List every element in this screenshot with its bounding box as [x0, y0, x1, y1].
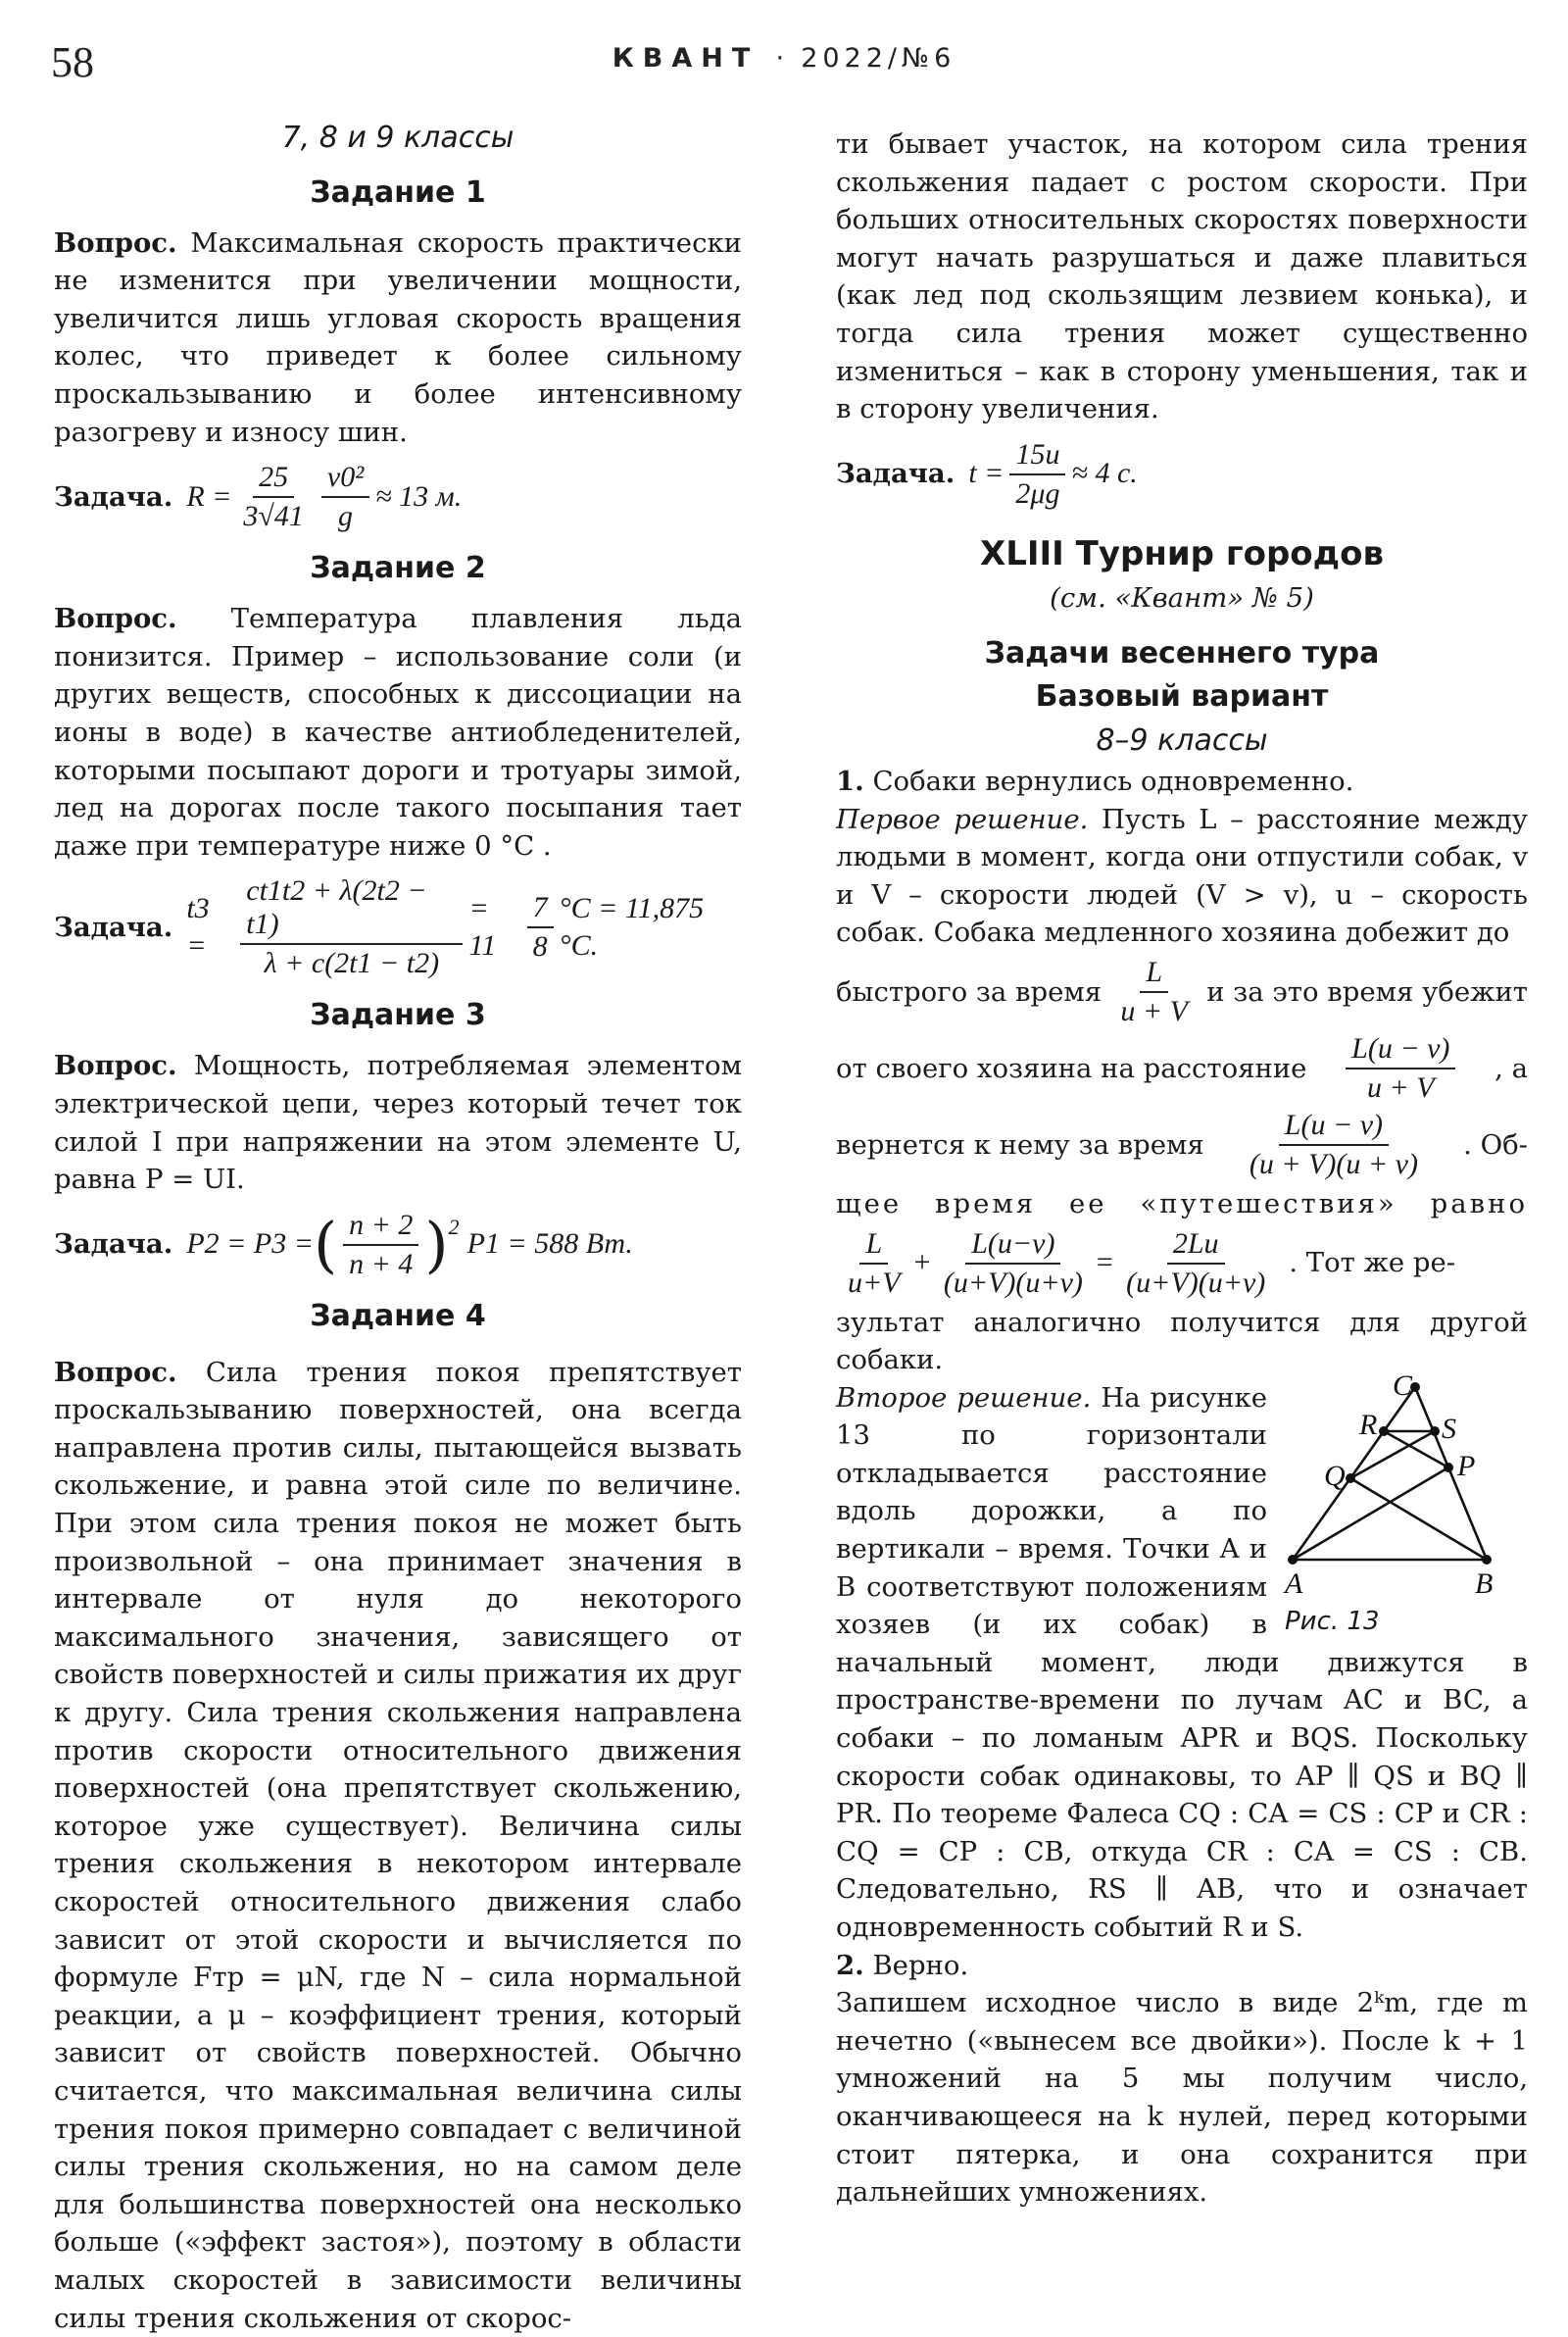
fraction [1244, 1109, 1424, 1181]
question-label: Вопрос. [54, 1050, 177, 1082]
solution1-time2 [836, 1109, 1528, 1181]
denominator: (u + V)(u + v) [1249, 1147, 1418, 1180]
denominator: 3√41 [243, 500, 304, 533]
numerator: ct1t2 + λ(2t2 − t1) [240, 874, 463, 945]
question-label: Вопрос. [54, 603, 177, 635]
line-AC [1293, 1387, 1415, 1560]
question-text: Температура плавления льда понизится. Пример – использование соли (и других веществ, способных к диссоциации на ионы в воде) в качестве антиобледенителей, которыми посыпают дороги и тротуары зимой, лед на дорогах после такого посыпания тает даже при температуре ниже 0 °C . [54, 603, 742, 862]
label-P: P [1457, 1449, 1476, 1482]
magazine-title: КВАНТ [612, 43, 760, 74]
solution-text: Пусть L – расстояние между людьми в момент, когда они отпустили собак, v и V – скорости людей (V > v), u – скорость собак. Собака медленного хозяина добежит до [836, 803, 1528, 949]
line-BQ [1350, 1478, 1487, 1560]
text-before: вернется к нему за время [836, 1128, 1204, 1161]
numerator: L [859, 1227, 888, 1265]
point-A [1288, 1555, 1298, 1565]
numerator: L(u − v) [1346, 1032, 1455, 1069]
fraction [1114, 956, 1194, 1028]
denominator: (u+V)(u+v) [943, 1266, 1083, 1299]
numerator: L(u−v) [965, 1227, 1060, 1265]
question-label: Вопрос. [54, 226, 177, 259]
tournament-reference: (см. «Квант» № 5) [1050, 581, 1314, 614]
problem-number: 1. [836, 765, 864, 797]
numerator: n + 2 [343, 1209, 418, 1246]
problem-number: 2. [836, 1949, 864, 1981]
left-column [54, 120, 742, 2337]
label-S: S [1442, 1412, 1456, 1445]
fraction [237, 461, 309, 533]
task3-question [54, 1047, 742, 1198]
problem-label: Задача. [836, 458, 956, 490]
formula-rhs: ≈ 4 с. [1071, 457, 1138, 490]
solution1-line: щее время ее «путешествия» равно [836, 1187, 1528, 1219]
formula-rhs: ≈ 13 м. [375, 479, 463, 513]
fraction [1009, 438, 1065, 511]
task3-title: Задание 3 [310, 998, 486, 1033]
denominator: 2μg [1015, 476, 1060, 510]
problem-label: Задача. [54, 1228, 173, 1261]
solution-text: На рисунке 13 по горизонтали откладывается расстояние вдоль дорожки, а по вертикали – время. Точки A и B соответствуют положениям хозяев (и их собак) в начальный момент, люди движутся в пространстве-времени по лучам AC и BC, а собаки – по ломаным APR и BQS. Поскольку скорости собак одинаковы, то AP ∥ QS и BQ ∥ PR. По теореме Фалеса CQ : CA = CS : CP и CR : CQ = CP : CB, откуда CR : CA = CS : CB. Следовательно, RS ∥ AB, что и означает одновременность событий R и S. [836, 1381, 1528, 1943]
header-separator: · [775, 43, 785, 74]
fraction [938, 1227, 1089, 1300]
task1-formula [54, 461, 742, 533]
fraction [1346, 1032, 1455, 1105]
figure-13 [1281, 1375, 1538, 1641]
text-after: . Об- [1463, 1128, 1528, 1161]
issue-number: 2022/№6 [801, 43, 956, 74]
task2-formula [54, 874, 742, 980]
task3-formula [54, 1209, 742, 1281]
formula-rhs: °C = 11,875 °C. [559, 891, 705, 963]
task4-question [54, 1354, 742, 2337]
question-text: Максимальная скорость практически не изменится при увеличении мощности, увеличится лишь угловая скорость вращения колес, что приведет к более сильному проскальзыванию и более интенсивному разогреву и износу шин. [54, 226, 742, 448]
classes-heading: 8–9 классы [1096, 723, 1268, 759]
solution1-end: зультат аналогично получится для другой собаки. [836, 1306, 1528, 1376]
numerator: 7 [527, 891, 554, 928]
fraction [527, 891, 554, 964]
denominator: (u+V)(u+v) [1126, 1266, 1266, 1299]
numerator: L(u − v) [1279, 1109, 1389, 1146]
denominator: u+V [848, 1266, 901, 1299]
denominator: u + V [1120, 994, 1188, 1027]
numerator: 2Lu [1167, 1227, 1225, 1265]
point-S [1430, 1426, 1440, 1436]
problem-label: Задача. [54, 912, 173, 944]
text-after: и за это время убежит [1206, 975, 1528, 1008]
classes-heading: 7, 8 и 9 классы [281, 121, 514, 155]
point-P [1444, 1463, 1453, 1472]
line-AP [1293, 1467, 1448, 1560]
task2-title: Задание 2 [310, 551, 486, 586]
right-paren: ) [424, 1208, 449, 1280]
exponent: 2 [448, 1214, 460, 1239]
question-label: Вопрос. [54, 1356, 177, 1388]
text-after: , а [1494, 1052, 1528, 1084]
denominator: n + 4 [349, 1247, 414, 1280]
problem1-answer [836, 763, 1528, 801]
solution-label: Первое решение. [836, 803, 1089, 835]
text-before: быстрого за время [836, 975, 1102, 1008]
formula-rhs: P1 = 588 Вт. [466, 1227, 633, 1261]
label-R: R [1359, 1408, 1378, 1441]
problem2-body: Запишем исходное число в виде 2ᵏm, где m нечетно («вынесем все двойки»). После k + 1 умножений на 5 мы получим число, оканчивающееся на k нулей, перед которыми стоит пятерка, и она сохранится при дальнейших умножениях. [836, 1987, 1528, 2209]
task4-formula [836, 438, 1528, 511]
solution1-time1 [836, 956, 1528, 1028]
label-C: C [1393, 1374, 1413, 1402]
problem-answer: Верно. [872, 1949, 969, 1981]
task4-continuation: ти бывает участок, на котором сила трения скольжения падает с ростом скорости. При больших относительных скоростях поверхности могут начать разрушаться и даже плавиться (как лед под скользящим лезвием конька), и тогда сила трения может существенно измениться – как в сторону уменьшения, так и в сторону увеличения. [836, 128, 1528, 425]
problem-label: Задача. [54, 480, 173, 513]
tournament-title: XLIII Турнир городов [979, 533, 1384, 573]
formula-lhs: P2 = P3 = [186, 1227, 314, 1261]
fraction [240, 874, 463, 980]
text-before: от своего хозяина на расстояние [836, 1052, 1307, 1084]
formula-lhs: R = [186, 479, 232, 513]
solution1-intro [836, 801, 1528, 952]
fraction [1120, 1227, 1271, 1300]
task1-question [54, 224, 742, 452]
page-number: 58 [51, 38, 94, 86]
denominator: u + V [1367, 1070, 1435, 1104]
figure-caption: Рис. 13 [1285, 1606, 1380, 1636]
label-Q: Q [1324, 1459, 1346, 1492]
numerator: 15u [1009, 438, 1065, 475]
formula-mid: = 11 [468, 891, 497, 963]
denominator: 8 [532, 930, 548, 964]
solution1-sum [836, 1227, 1528, 1300]
label-B: B [1475, 1566, 1494, 1600]
problem2-answer [836, 1947, 1528, 1985]
point-R [1379, 1426, 1389, 1436]
figure-13-diagram [1281, 1375, 1538, 1611]
task2-question [54, 600, 742, 865]
text-after: . Тот же ре- [1289, 1247, 1456, 1279]
numerator: v0² [321, 461, 369, 498]
formula-lhs: t = [968, 457, 1004, 490]
denominator: λ + c(2t1 − t2) [264, 947, 440, 980]
denominator: g [338, 500, 354, 533]
running-header [0, 43, 1568, 74]
numerator: L [1140, 956, 1168, 993]
fraction [842, 1227, 906, 1300]
right-column [836, 125, 1528, 2212]
label-A: A [1285, 1566, 1303, 1600]
plus-sign: + [911, 1246, 932, 1279]
question-text: Сила трения покоя препятствует проскальзыванию поверхностей, она всегда направлена против силы, пытающейся вызвать скольжение, и равна этой силе по величине. При этом сила трения покоя не может быть произвольной – она принимает значения в интервале от нуля до некоторого максимального значения, зависящего от свойств поверхностей и силы прижатия их друг к другу. Сила трения скольжения направлена против скорости относительного движения поверхностей (она препятствует скольжению, которое уже существует). Величина силы трения скольжения в некотором интервале скоростей относительного движения слабо зависит от этой скорости и вычисляется по формуле Fтр = μN, где N – сила нормальной реакции, а μ – коэффициент трения, который зависит от свойств поверхностей. Обычно считается, что максимальная величина силы трения покоя примерно совпадает с величиной силы трения скольжения, но на самом деле для большинства поверхностей она несколько больше («эффект застоя»), поэтому в области малых скоростей в зависимости величины силы трения скольжения от скорос- [54, 1356, 742, 2334]
task1-title: Задание 1 [310, 174, 486, 210]
spring-round-title: Задачи весеннего тура [984, 636, 1380, 671]
solution2 [836, 1374, 1528, 1947]
left-paren: ( [313, 1208, 338, 1280]
problem-answer: Собаки вернулись одновременно. [872, 765, 1354, 797]
numerator: 25 [253, 461, 294, 498]
task4-title: Задание 4 [310, 1298, 486, 1333]
line-PR [1384, 1431, 1448, 1467]
equals-sign: = [1094, 1246, 1115, 1279]
formula-lhs: t3 = [186, 891, 210, 963]
solution-label: Второе решение. [836, 1381, 1092, 1414]
fraction [321, 461, 369, 533]
point-B [1482, 1555, 1492, 1565]
variant-title: Базовый вариант [1035, 679, 1329, 715]
solution1-distance [836, 1032, 1528, 1105]
question-text: Мощность, потребляемая элементом электрической цепи, через который течет ток силой I при напряжении на этом элементе U, равна P = UI. [54, 1050, 742, 1196]
fraction [343, 1209, 418, 1281]
point-Q [1346, 1473, 1355, 1483]
